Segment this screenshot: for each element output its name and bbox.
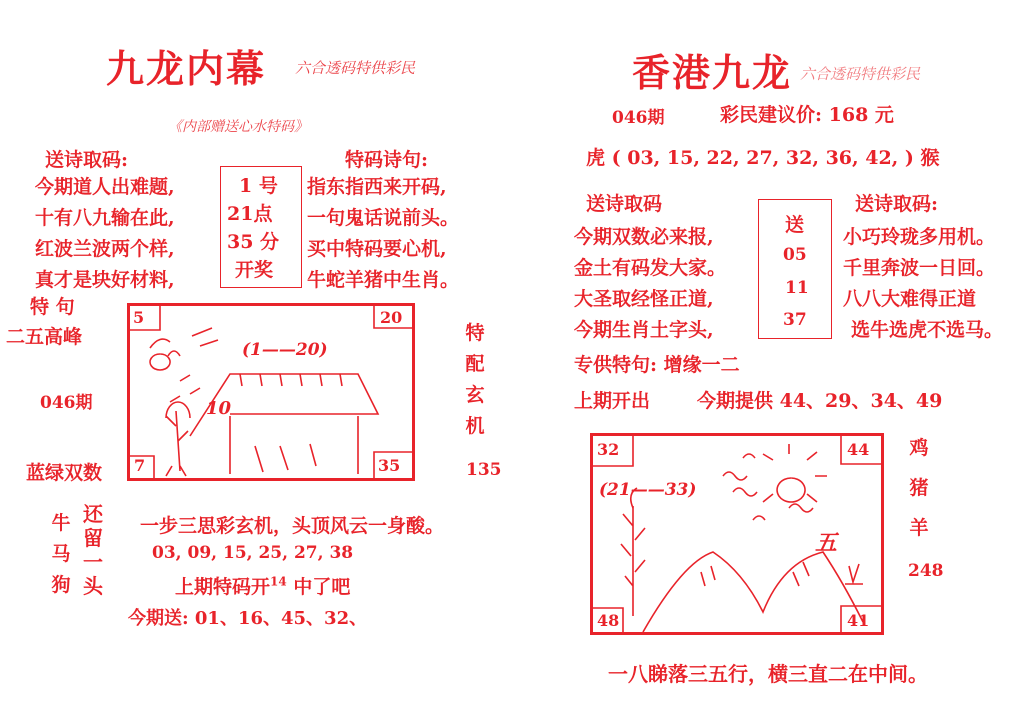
- right-price: 彩民建议价: 168 元: [720, 104, 894, 126]
- left-side-label-peak: 二五高峰: [6, 326, 83, 348]
- sketch-corner-tl: 32: [597, 440, 620, 459]
- left-title: 九龙内幕: [106, 46, 267, 91]
- last-special-number: 14: [270, 574, 287, 589]
- draw-box-line: 1 号: [239, 175, 278, 197]
- vertical-char: 特: [465, 322, 485, 344]
- zodiac-char: 牛: [51, 512, 71, 534]
- vertical-char: 机: [465, 415, 485, 437]
- right-poem-left-heading: 送诗取码: [586, 193, 663, 215]
- right-poem-right-line: 八八大难得正道: [843, 288, 977, 310]
- right-poem-left-line: 金土有码发大家。: [574, 257, 727, 279]
- right-last-open: 上期开出: [574, 390, 651, 412]
- left-zodiac-column: [48, 508, 74, 601]
- left-keep-column: [80, 502, 106, 598]
- left-sketch-panel: [127, 303, 415, 481]
- keep-char: 还: [83, 502, 103, 526]
- sketch-corner-bl: 7: [134, 456, 146, 475]
- sketch-number-range: (21——33): [599, 480, 697, 500]
- draw-box-line: 开奖: [235, 259, 274, 281]
- right-poem-left-line: 今期双数必来报,: [574, 226, 714, 248]
- left-poem-left-line: 十有八九输在此,: [35, 207, 175, 229]
- left-subtitle: 六合透码特供彩民: [295, 59, 416, 77]
- keep-char: 留: [83, 526, 103, 550]
- sketch-mark: 五: [815, 530, 838, 556]
- left-poem-right-line: 指东指西来开码,: [307, 176, 447, 198]
- vertical-char: 配: [465, 353, 485, 375]
- left-last-special: [175, 572, 350, 599]
- sketch-mark: 10: [206, 398, 232, 419]
- right-poem-left-line: 大圣取经怪正道,: [574, 288, 714, 310]
- left-poem-right-line: 买中特码要心机,: [307, 238, 447, 260]
- draw-box-line: 35 分: [227, 231, 280, 253]
- right-subtitle: 六合透码特供彩民: [800, 65, 921, 83]
- house-sketch-illustration: [130, 306, 412, 478]
- right-poem-left-line: 今期生肖土字头,: [574, 319, 714, 341]
- right-footer: 一八睇落三五行，横三直二在中间。: [608, 662, 928, 686]
- vertical-char: 玄: [465, 384, 485, 406]
- left-poem-left-line: 今期道人出难题,: [35, 176, 175, 198]
- send-box-line: 送: [785, 214, 805, 236]
- last-special-suffix: 中了吧: [293, 576, 351, 598]
- sketch-corner-br: 41: [847, 611, 870, 630]
- left-poem-left-line: 红波兰波两个样,: [35, 238, 175, 260]
- left-tagline: 《内部赠送心水特码》: [168, 119, 308, 135]
- left-poem-left-heading: 送诗取码:: [45, 149, 129, 171]
- left-today-send: 今期送: 01、16、45、32、: [128, 608, 368, 629]
- zodiac-char: 猪: [909, 477, 929, 499]
- sketch-corner-tl: 5: [133, 308, 145, 327]
- right-special-phrase: 专供特句: 增缘一二: [574, 354, 740, 376]
- zodiac-char: 狗: [51, 574, 71, 596]
- right-poem-right-line: 千里奔波一日回。: [843, 257, 996, 279]
- right-poem-right-heading: 送诗取码:: [855, 193, 939, 215]
- left-numbers-line: 03, 09, 15, 25, 27, 38: [152, 543, 354, 563]
- left-side-label-special: 特 句: [30, 296, 75, 318]
- left-poem-right-heading: 特码诗句:: [345, 149, 429, 171]
- send-box-line: 11: [785, 278, 809, 298]
- left-right-vertical: [462, 318, 488, 442]
- left-right-number: 135: [466, 460, 502, 480]
- right-title: 香港九龙: [632, 50, 793, 95]
- right-issue-number: 046期: [612, 108, 665, 128]
- sheet-divider: [561, 0, 562, 709]
- zodiac-char: 鸡: [909, 437, 929, 459]
- right-poem-right-line: 小巧玲珑多用机。: [843, 226, 996, 248]
- right-poem-right-line: 选牛选虎不选马。: [851, 319, 1004, 341]
- right-send-box: [758, 199, 832, 339]
- left-issue-number: 046期: [40, 393, 93, 413]
- right-number: 248: [908, 561, 944, 581]
- keep-char: 头: [83, 574, 103, 598]
- send-box-line: 05: [783, 245, 807, 265]
- send-box-line: 37: [783, 310, 807, 330]
- zodiac-char: 马: [51, 543, 71, 565]
- sketch-corner-bl: 48: [597, 611, 620, 630]
- mountain-sun-sketch-illustration: [593, 436, 881, 632]
- sketch-corner-tr: 20: [380, 308, 403, 327]
- left-side-label-colors: 蓝绿双数: [26, 462, 103, 484]
- zodiac-char: 羊: [909, 517, 929, 539]
- right-today-provide: 今期提供 44、29、34、49: [697, 390, 943, 412]
- keep-char: 一: [83, 550, 103, 574]
- right-tiger-line: 虎 ( 03, 15, 22, 27, 32, 36, 42, ) 猴: [586, 147, 940, 169]
- last-special-prefix: 上期特码开: [175, 576, 271, 598]
- right-zodiac-column: [906, 428, 932, 548]
- sketch-corner-tr: 44: [847, 440, 870, 459]
- left-poem-right-line: 一句鬼话说前头。: [307, 207, 460, 229]
- right-sketch-panel: [590, 433, 884, 635]
- sketch-corner-br: 35: [378, 456, 401, 475]
- left-verse-line: 一步三思彩玄机，头顶风云一身酸。: [140, 515, 445, 537]
- left-draw-time-box: [220, 166, 302, 288]
- draw-box-line: 21点: [227, 203, 273, 225]
- left-poem-right-line: 牛蛇羊猪中生肖。: [307, 269, 460, 291]
- sketch-number-range: (1——20): [242, 340, 328, 360]
- left-poem-left-line: 真才是块好材料,: [35, 269, 175, 291]
